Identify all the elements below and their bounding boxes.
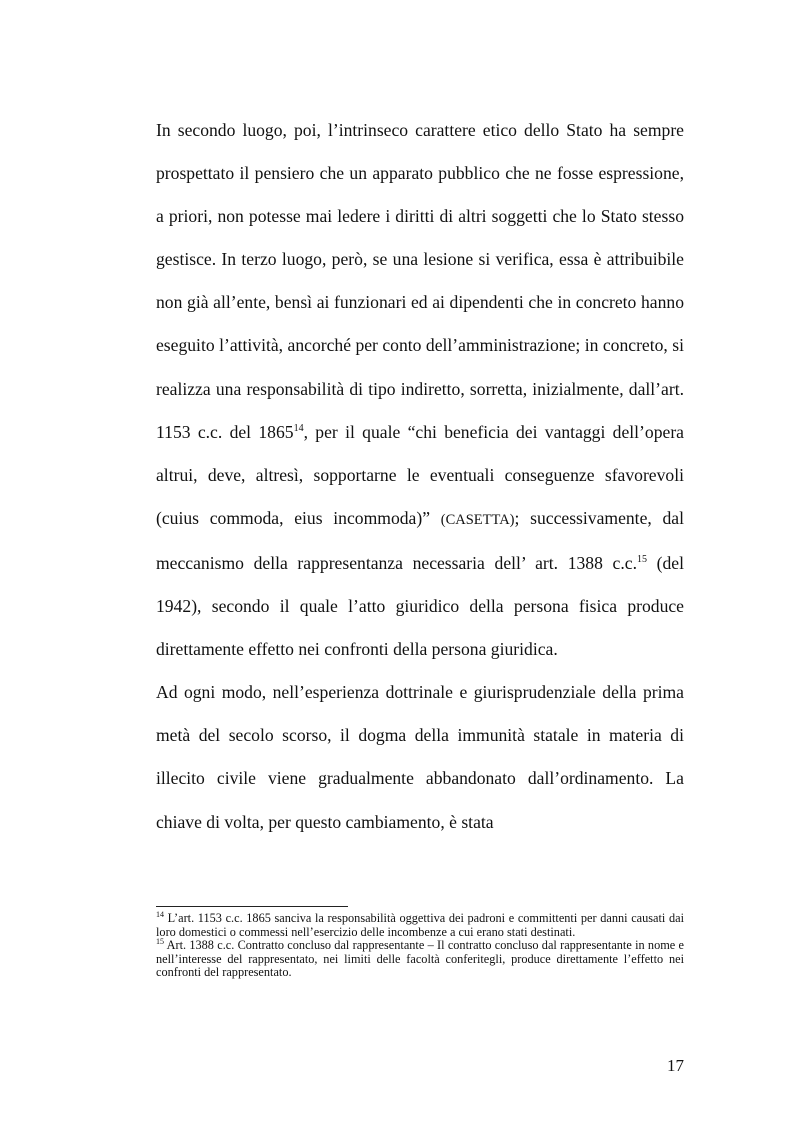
- footnote-text: Art. 1388 c.c. Contratto concluso dal rappresentante – Il contratto concluso dal rappresentante in nome e nell’interesse del rappresentato, nei limiti delle facoltà conferitegli, produce direttamente l’effetto nei confronti del rappresentato.: [156, 938, 684, 980]
- footnote-text: L’art. 1153 c.c. 1865 sanciva la responsabilità oggettiva dei padroni e committenti per danni causati dai loro domestici o commessi nell’esercizio delle incombenze a cui erano stati destinati.: [156, 911, 684, 939]
- author-citation: (CASETTA): [440, 511, 515, 528]
- footnote-ref-15[interactable]: 15: [636, 554, 647, 566]
- footnote-14: [156, 909, 684, 939]
- footnotes-section: [156, 909, 684, 980]
- paragraph-1-part-1: In secondo luogo, poi, l’intrinseco carattere etico dello Stato ha sempre prospettato il pensiero che un apparato pubblico che ne fosse espressione, a priori, non potesse mai ledere i diritti di altri soggetti che lo Stato stesso gestisce. In terzo luogo, però, se una lesione si verifica, essa è attribuibile non già all’ente, bensì ai funzionari ed ai dipendenti che in concreto hanno eseguito l’attività, ancorché per conto dell’amministrazione; in concreto, si realizza una responsabilità di tipo indiretto, sorretta, inizialmente, dall’art. 1153 c.c. del 1865: [156, 120, 684, 442]
- footnote-number: 14: [156, 909, 164, 919]
- footnote-ref-14[interactable]: 14: [293, 422, 304, 434]
- paragraph-2: Ad ogni modo, nell’esperienza dottrinale e giurisprudenziale della prima metà del secolo scorso, il dogma della immunità statale in materia di illecito civile viene gradualmente abbandonato dall’ordinamento. La chiave di volta, per questo cambiamento, è stata: [156, 682, 684, 832]
- footnote-number: 15: [156, 937, 164, 947]
- main-text: [156, 109, 684, 844]
- paragraph-1-part-3: ; successivamente, dal meccanismo della rappresentanza necessaria dell’ art. 1388 c.c.: [156, 507, 684, 573]
- paragraph-1: [156, 109, 684, 671]
- page-number: 17: [667, 1056, 684, 1075]
- paragraph-1-part-4: (del 1942), secondo il quale l’atto giuridico della persona fisica produce direttamente effetto nei confronti della persona giuridica.: [156, 552, 684, 660]
- paragraph-1-part-2: , per il quale “chi beneficia dei vantaggi dell’opera altrui, deve, altresì, sopportarne le eventuali conseguenze sfavorevoli (cuius commoda, eius incommoda)”: [156, 421, 684, 528]
- footnote-separator: [156, 906, 348, 907]
- footnote-15: [156, 939, 684, 980]
